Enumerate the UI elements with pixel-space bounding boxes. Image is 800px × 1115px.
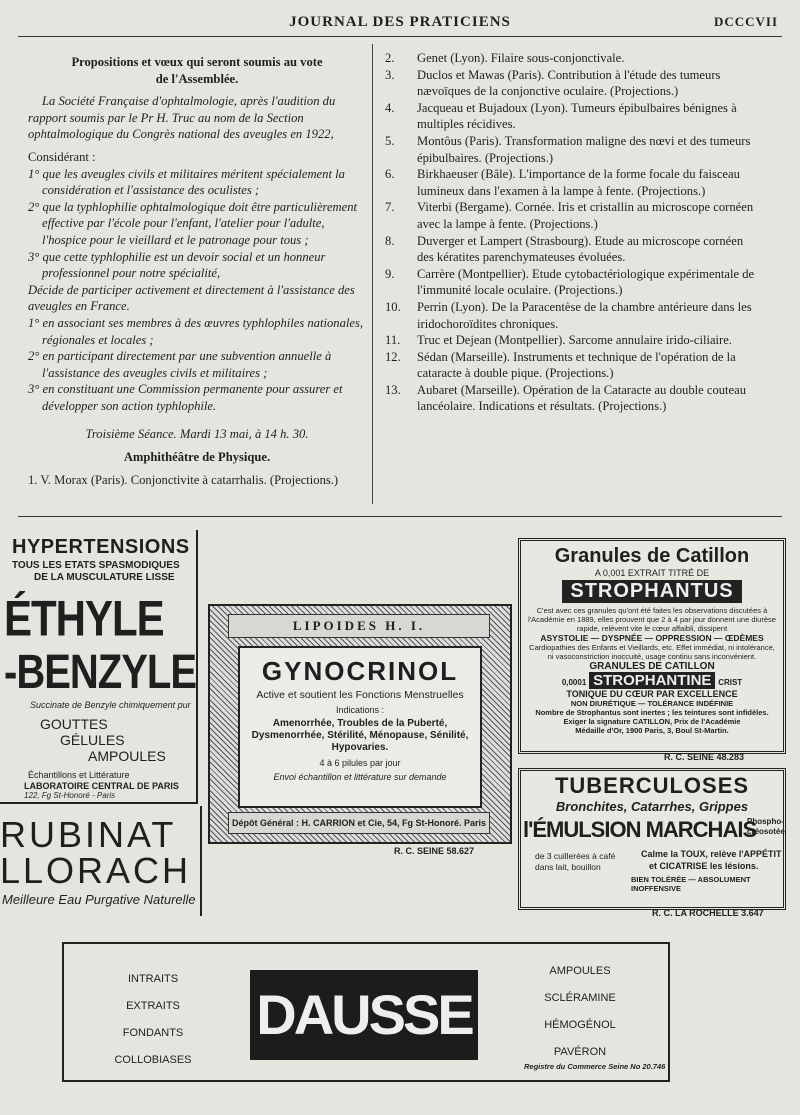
ad-dausse-ampoules: AMPOULES [549,965,611,977]
ad-catillon-strophantus: STROPHANTUS [562,580,741,603]
left-column [28,54,366,488]
seance: Troisième Séance. Mardi 13 mai, à 14 h. 30. [85,427,309,442]
ad-benzyle-ampoules: AMPOULES [88,748,166,764]
ad-tuber-name: l'ÉMULSION MARCHAIS [523,817,757,842]
ad-dausse-extraits: EXTRAITS [126,1000,180,1012]
ad-rubinat-slogan: Meilleure Eau Purgative Naturelle [2,892,196,907]
ad-catillon-body2: Cardiopathies des Enfants et Vieillards, etc. Effet immédiat, ni intolérance, ni vasoconstriction inoccuité, usage continu sans inconvénient. [529,643,775,661]
ad-dausse-reg: Registre du Commerce Seine No 20.746 [524,1062,666,1071]
journal-title: JOURNAL DES PRATICIENS [289,14,511,30]
intro: La Société Française d'ophtalmologie, après l'audition du rapport soumis par le Pr H. Truc au nom de la Section ophtalmologique du Congrès national des aveugles en 1922, [28,94,336,142]
ad-benzyle-line3: DE LA MUSCULATURE LISSE [34,572,175,583]
ad-benzyle [0,530,198,804]
considerant-1: 1° que les aveugles civils et militaires méritent spécialement la considération et l'assistance des oculistes ; [28,166,345,198]
ad-gyno-name: GYNOCRINOL [261,656,459,686]
section-rule [18,516,782,517]
ad-rubinat-word2: LLORACH [0,850,192,891]
ad-gyno-dose: 4 à 6 pilules par jour [319,758,401,768]
ad-tuber-side: Phospho-créosotée [747,817,785,836]
left-heading-2: de l'Assemblée. [155,71,239,86]
ad-rubinat-word1: RUBINAT [0,814,177,855]
ad-catillon-tonique: TONIQUE DU CŒUR PAR EXCELLENCE [566,689,738,699]
ad-dausse-intraits: INTRAITS [127,973,179,985]
ad-catillon-title: Granules de Catillon [554,545,750,567]
header-rule [18,36,782,37]
dausse-logo: DAUSSE [250,970,478,1060]
ad-gyno-panel [238,646,482,808]
ad-benzyle-gelules: GÉLULES [60,732,125,748]
ad-catillon-granules2: GRANULES DE CATILLON [589,661,715,672]
ad-catillon-strophantine: STROPHANTINE [589,672,715,689]
ad-tuber-calme1: Calme la TOUX, relève l'APPÉTIT [641,849,782,859]
ad-catillon-rc: R. C. SEINE 48.283 [664,752,745,762]
communication-6: 6. Birkhaeuser (Bâle). L'importance de la forme focale du faisceau lumineux dans l'examen à la lampe à fente. (Projections.) [385,167,740,198]
ad-benzyle-headline: HYPERTENSIONS [12,536,190,558]
page-number: DCCCVII [713,14,778,29]
ad-tuber-rc: R. C. LA ROCHELLE 3.647 [652,908,764,918]
ad-gyno-ind: Indications : [335,705,385,715]
communication-11: 11. Truc et Dejean (Montpellier). Sarcome annulaire irido-ciliaire. [385,333,732,348]
ad-catillon-medaille: Médaille d'Or, 1900 Paris, 3, Boul St-Martin. [575,726,729,735]
communication-4: 4. Jacqueau et Bujadoux (Lyon). Tumeurs épibulbaires bénignes à multiples récidives. [385,100,737,132]
ad-dausse [62,942,670,1082]
ad-gyno-tag: Active et soutient les Fonctions Menstruelles [256,689,464,701]
ad-gyno-rc: R. C. SEINE 58.627 [394,846,475,856]
ad-benzyle-line2: TOUS LES ETATS SPASMODIQUES [12,560,180,571]
ad-catillon-body: C'est avec ces granules qu'ont été faites les observations discutées à l'Académie en 1889, elles prouvent que 2 à 4 par jour donnent une diurèse rapide, relèvent vite le cœur affaibli, dissipent [528,606,776,633]
ad-catillon-crist: CRIST [718,678,743,687]
communication-13: 13. Aubaret (Marseille). Opération de la Cataracte au double couteau lancéolaire. Indications et résultats. (Projections.) [385,382,747,414]
ad-benzyle-sub: Succinate de Benzyle chimiquement pur [30,700,191,710]
decide-2: 2° en participant directement par une subvention annuelle à l'assistance des aveugles civils et militaires ; [28,349,332,380]
ad-benzyle-lab2: LABORATOIRE CENTRAL DE PARIS [24,781,179,791]
decide-1: 1° en associant ses membres à des œuvres typhlophiles nationales, régionales et locales ; [28,315,364,347]
ad-benzyle-ethyle: ÉTHYLE [4,590,164,647]
ad-benzyle-benzyle: -BENZYLE [4,646,196,699]
ad-gyno-envoi: Envoi échantillon et littérature sur demande [273,772,447,782]
right-column [385,50,757,415]
considerant-3: 3° que cette typhlophilie est un devoir social et un honneur professionnel pour notre spécialité, [28,249,326,281]
communication-2: 2. Genet (Lyon). Filaire sous-conjonctivale. [385,51,625,65]
communication-1: 1. V. Morax (Paris). Conjonctivite à catarrhalis. (Projections.) [28,472,339,487]
ad-gyno-top: LIPOIDES H. I. [228,614,490,638]
communication-9: 9. Carrère (Montpellier). Etude cytobactériologique expérimentale de l'immunité locale oculaire. (Projections.) [385,266,755,298]
ad-benzyle-lab3: 122, Fg St-Honoré - Paris [24,791,116,800]
considerant-2: 2° que la typhlophilie ophtalmologique doit être particulièrement effective par l'école pour l'enfant, l'atelier pour l'adulte, l'hospice pour le vieillard et le patronage pour tous ; [28,199,358,247]
ad-rubinat [0,806,202,916]
ad-tuber-bien: BIEN TOLÉRÉE — ABSOLUMENT INOFFENSIVE [631,875,751,893]
communication-8: 8. Duverger et Lampert (Strasbourg). Etude au microscope cornéen des kératites parenchymateuses évoluées. [385,233,744,265]
ad-catillon [518,538,786,754]
decide: Décide de participer activement et directement à l'assistance des aveugles en France. [28,282,355,314]
amphitheatre: Amphithéâtre de Physique. [123,450,271,465]
column-divider [372,44,373,504]
ad-benzyle-gouttes: GOUTTES [40,716,108,732]
ad-dausse-scleramine: SCLÉRAMINE [544,992,616,1004]
ad-tuber-sub: Bronchites, Catarrhes, Grippes [555,799,749,814]
communication-5: 5. Montôus (Paris). Transformation maligne des nœvi et des tumeurs épibulbaires. (Projections.) [385,133,751,165]
ad-dausse-hemogenol: HÉMOGÉNOL [544,1019,616,1031]
ad-tuberculoses [518,768,786,910]
ad-catillon-symptoms: ASYSTOLIE — DYSPNÉE — OPPRESSION — ŒDÈMES [540,633,764,643]
left-heading: Propositions et vœux qui seront soumis au vote [71,55,323,69]
ad-tuber-calme2: et CICATRISE les lésions. [649,861,759,871]
ad-catillon-exiger: Exiger la signature CATILLON, Prix de l'Académie [563,717,741,726]
ad-gynocrinol [208,604,512,844]
ad-catillon-non: NON DIURÉTIQUE — TOLÉRANCE INDÉFINIE [570,699,734,708]
communication-3: 3. Duclos et Mawas (Paris). Contribution à l'étude des tumeurs nævoïques de la conjonctive oculaire. (Projections.) [385,67,721,99]
ad-benzyle-lab1: Échantillons et Littérature [28,770,130,780]
ad-tuber-dose: de 3 cuillerées à café dans lait, bouillon [535,851,616,872]
ad-dausse-left-list [98,966,208,1074]
ad-dausse-paveron: PAVÉRON [553,1046,607,1058]
communication-7: 7. Viterbi (Bergame). Cornée. Iris et cristallin au microscope cornéen avec la lampe à fente. (Projections.) [385,200,754,231]
ad-catillon-dose2: 0,0001 [561,678,587,687]
ad-gyno-depot: Dépôt Général : H. CARRION et Cie, 54, Fg St-Honoré. Paris [228,812,490,834]
ad-dausse-right-list [520,958,640,1066]
ad-catillon-nombre: Nombre de Strophantus sont inertes ; les teintures sont infidèles. [535,708,769,717]
ad-dausse-collobiases: COLLOBIASES [114,1054,192,1066]
considerant: Considérant : [28,149,96,164]
ad-gyno-list: Amenorrhée, Troubles de la Puberté, Dysmenorrhée, Stérilité, Ménopause, Sénilité, Hypovaries. [251,718,469,753]
communication-12: 12. Sédan (Marseille). Instruments et technique de l'opération de la cataracte à double pique. (Projections.) [385,349,736,381]
ad-tuber-title: TUBERCULOSES [554,773,750,798]
ad-catillon-sub: A 0,001 EXTRAIT TITRÉ DE [594,568,710,578]
ad-dausse-fondants: FONDANTS [122,1027,184,1039]
decide-3: 3° en constituant une Commission permanente pour assurer et développer son action typhlophile. [28,382,343,413]
communication-10: 10. Perrin (Lyon). De la Paracentèse de la chambre antérieure dans les iridochoroïdites chroniques. [385,299,752,331]
